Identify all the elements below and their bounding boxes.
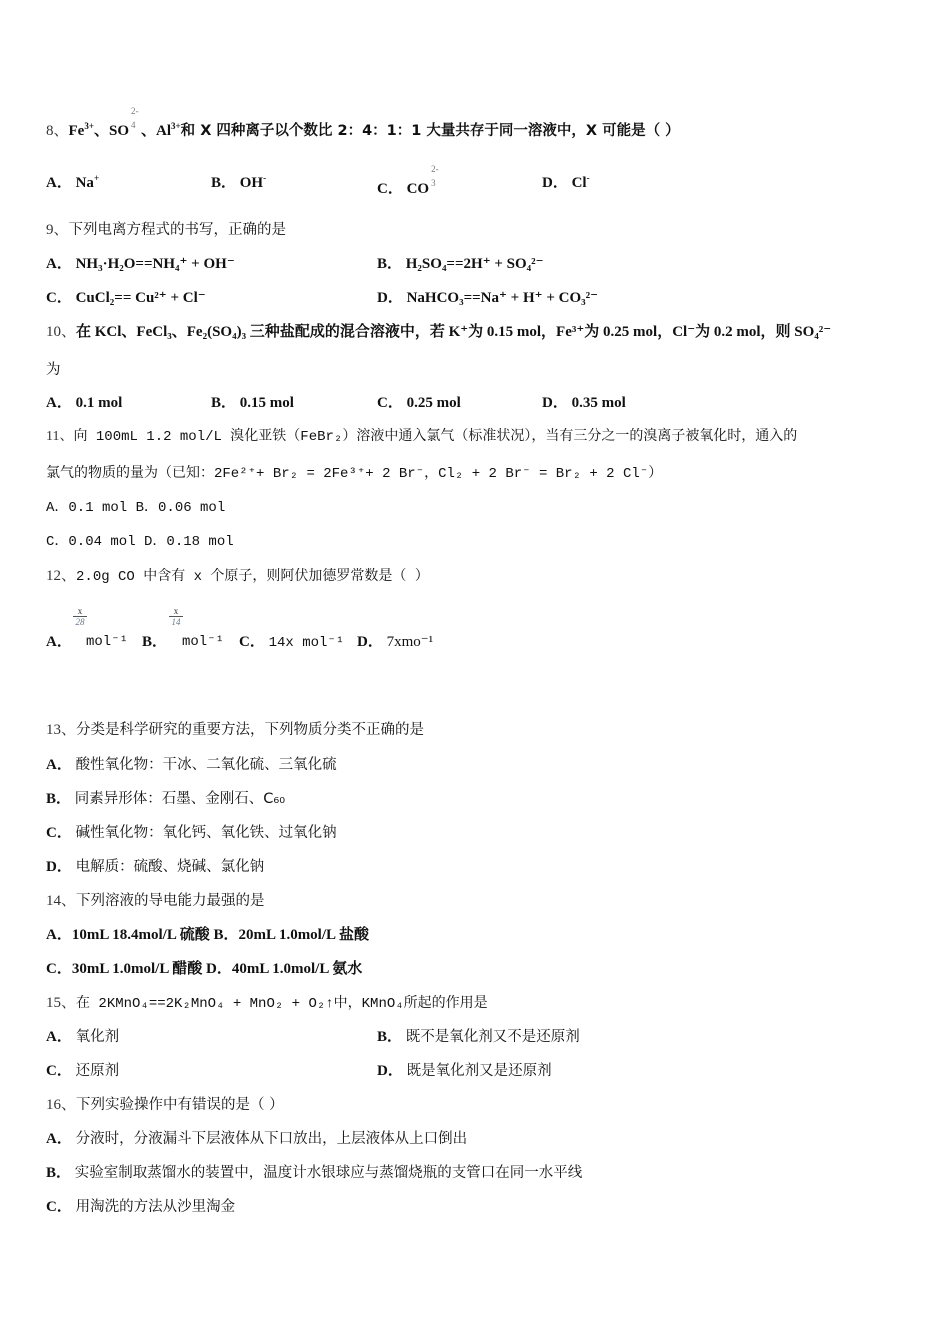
q10-option-a: A． 0.1 mol bbox=[46, 395, 123, 411]
q9-option-c: C． CuCl₂== Cu²⁺ + Cl⁻ bbox=[46, 290, 206, 306]
q13-option-d: D． 电解质：硫酸、烧碱、氯化钠 bbox=[46, 859, 265, 875]
q15-option-d: D． 既是氧化剂又是还原剂 bbox=[377, 1063, 552, 1079]
question-9-stem: 9、下列电离方程式的书写，正确的是 bbox=[46, 222, 287, 238]
q13-option-a: A． 酸性氧化物：干冰、二氧化硫、三氧化硫 bbox=[46, 757, 337, 773]
question-14-stem: 14、下列溶液的导电能力最强的是 bbox=[46, 893, 265, 909]
q16-option-b: B． 实验室制取蒸馏水的装置中，温度计水银球应与蒸馏烧瓶的支管口在同一水平线 bbox=[46, 1165, 583, 1181]
q11-options-cd: C．0.04 mol D．0.18 mol bbox=[46, 534, 234, 550]
question-10-stem-cont: 为 bbox=[46, 362, 61, 378]
q12-option-c: C． 14x mol⁻¹ bbox=[239, 634, 345, 651]
q13-option-b: B． 同素异形体：石墨、金刚石、C₆₀ bbox=[46, 791, 286, 807]
question-8-stem: 8、$Fe^{3+}$、SO 2- 4 、$Al^{3+}$和 X 四种离子以个数比 2：4：1：1 大量共存于同一溶液中，X 可能是（ ） bbox=[46, 106, 680, 139]
q14-options-ab: A．10mL 18.4mol/L 硫酸 B．20mL 1.0mol/L 盐酸 bbox=[46, 927, 369, 943]
question-10-stem: 10、在 KCl、FeCl₃、Fe₂(SO₄)₃ 三种盐配成的混合溶液中，若 K⁺为 0.15 mol，Fe³⁺为 0.25 mol，Cl⁻为 0.2 mol，则 SO₄²⁻ bbox=[46, 324, 832, 340]
question-15-stem: 15、在 2KMnO₄==2K₂MnO₄ + MnO₂ + O₂↑中，KMnO₄所起的作用是 bbox=[46, 995, 488, 1012]
fraction-x-over-14: $\frac{x}{14}$ bbox=[169, 606, 183, 627]
q8-option-a: A． Na+ bbox=[46, 173, 100, 191]
q15-option-b: B． 既不是氧化剂又不是还原剂 bbox=[377, 1029, 580, 1045]
question-12-stem: 12、2.0g CO 中含有 x 个原子，则阿伏加德罗常数是（ ） bbox=[46, 568, 429, 585]
fraction-x-over-28: $\frac{x}{28}$ bbox=[73, 606, 87, 627]
q15-option-a: A． 氧化剂 bbox=[46, 1029, 120, 1045]
question-13-stem: 13、分类是科学研究的重要方法，下列物质分类不正确的是 bbox=[46, 722, 425, 738]
q9-option-a: A． NH₃·H₂O==NH₄⁺ + OH⁻ bbox=[46, 256, 235, 272]
q13-option-c: C． 碱性氧化物：氧化钙、氧化铁、过氧化钠 bbox=[46, 825, 337, 841]
q14-options-cd: C．30mL 1.0mol/L 醋酸 D．40mL 1.0mol/L 氨水 bbox=[46, 961, 363, 977]
q12-option-a-unit: mol⁻¹ bbox=[86, 634, 129, 650]
q8-option-c: C． CO 2- 3 bbox=[377, 164, 439, 197]
q16-option-c: C． 用淘洗的方法从沙里淘金 bbox=[46, 1199, 236, 1215]
q12-option-d: D． 7xmo⁻¹ bbox=[357, 634, 434, 650]
q10-option-c: C． 0.25 mol bbox=[377, 395, 461, 411]
q9-option-b: B． H₂SO₄==2H⁺ + SO₄²⁻ bbox=[377, 256, 544, 272]
q11-options-ab: A．0.1 mol B．0.06 mol bbox=[46, 500, 226, 516]
q8-option-d: D． Cl- bbox=[542, 173, 590, 191]
question-16-stem: 16、下列实验操作中有错误的是（ ） bbox=[46, 1097, 284, 1113]
question-11-stem: 11、向 100mL 1.2 mol/L 溴化亚铁（FeBr₂）溶液中通入氯气（标准状况），当有三分之一的溴离子被氧化时，通入的 bbox=[46, 429, 798, 445]
q10-option-b: B． 0.15 mol bbox=[211, 395, 294, 411]
q16-option-a: A． 分液时，分液漏斗下层液体从下口放出，上层液体从上口倒出 bbox=[46, 1131, 468, 1147]
q12-option-a: A． bbox=[46, 634, 72, 650]
q9-option-d: D． NaHCO₃==Na⁺ + H⁺ + CO₃²⁻ bbox=[377, 290, 599, 306]
q8-option-b: B． OH- bbox=[211, 173, 267, 191]
q12-option-b-unit: mol⁻¹ bbox=[182, 634, 225, 650]
question-11-stem-cont: 氯气的物质的量为（已知：2Fe²⁺+ Br₂ = 2Fe³⁺+ 2 Br⁻，Cl₂ + 2 Br⁻ = Br₂ + 2 Cl⁻） bbox=[46, 466, 663, 482]
q15-option-c: C． 还原剂 bbox=[46, 1063, 120, 1079]
q12-option-b: B． bbox=[142, 634, 168, 650]
sulfate-charge: 2- 4 bbox=[131, 106, 139, 130]
question-number: 8、 bbox=[46, 123, 69, 139]
q10-option-d: D． 0.35 mol bbox=[542, 395, 626, 411]
